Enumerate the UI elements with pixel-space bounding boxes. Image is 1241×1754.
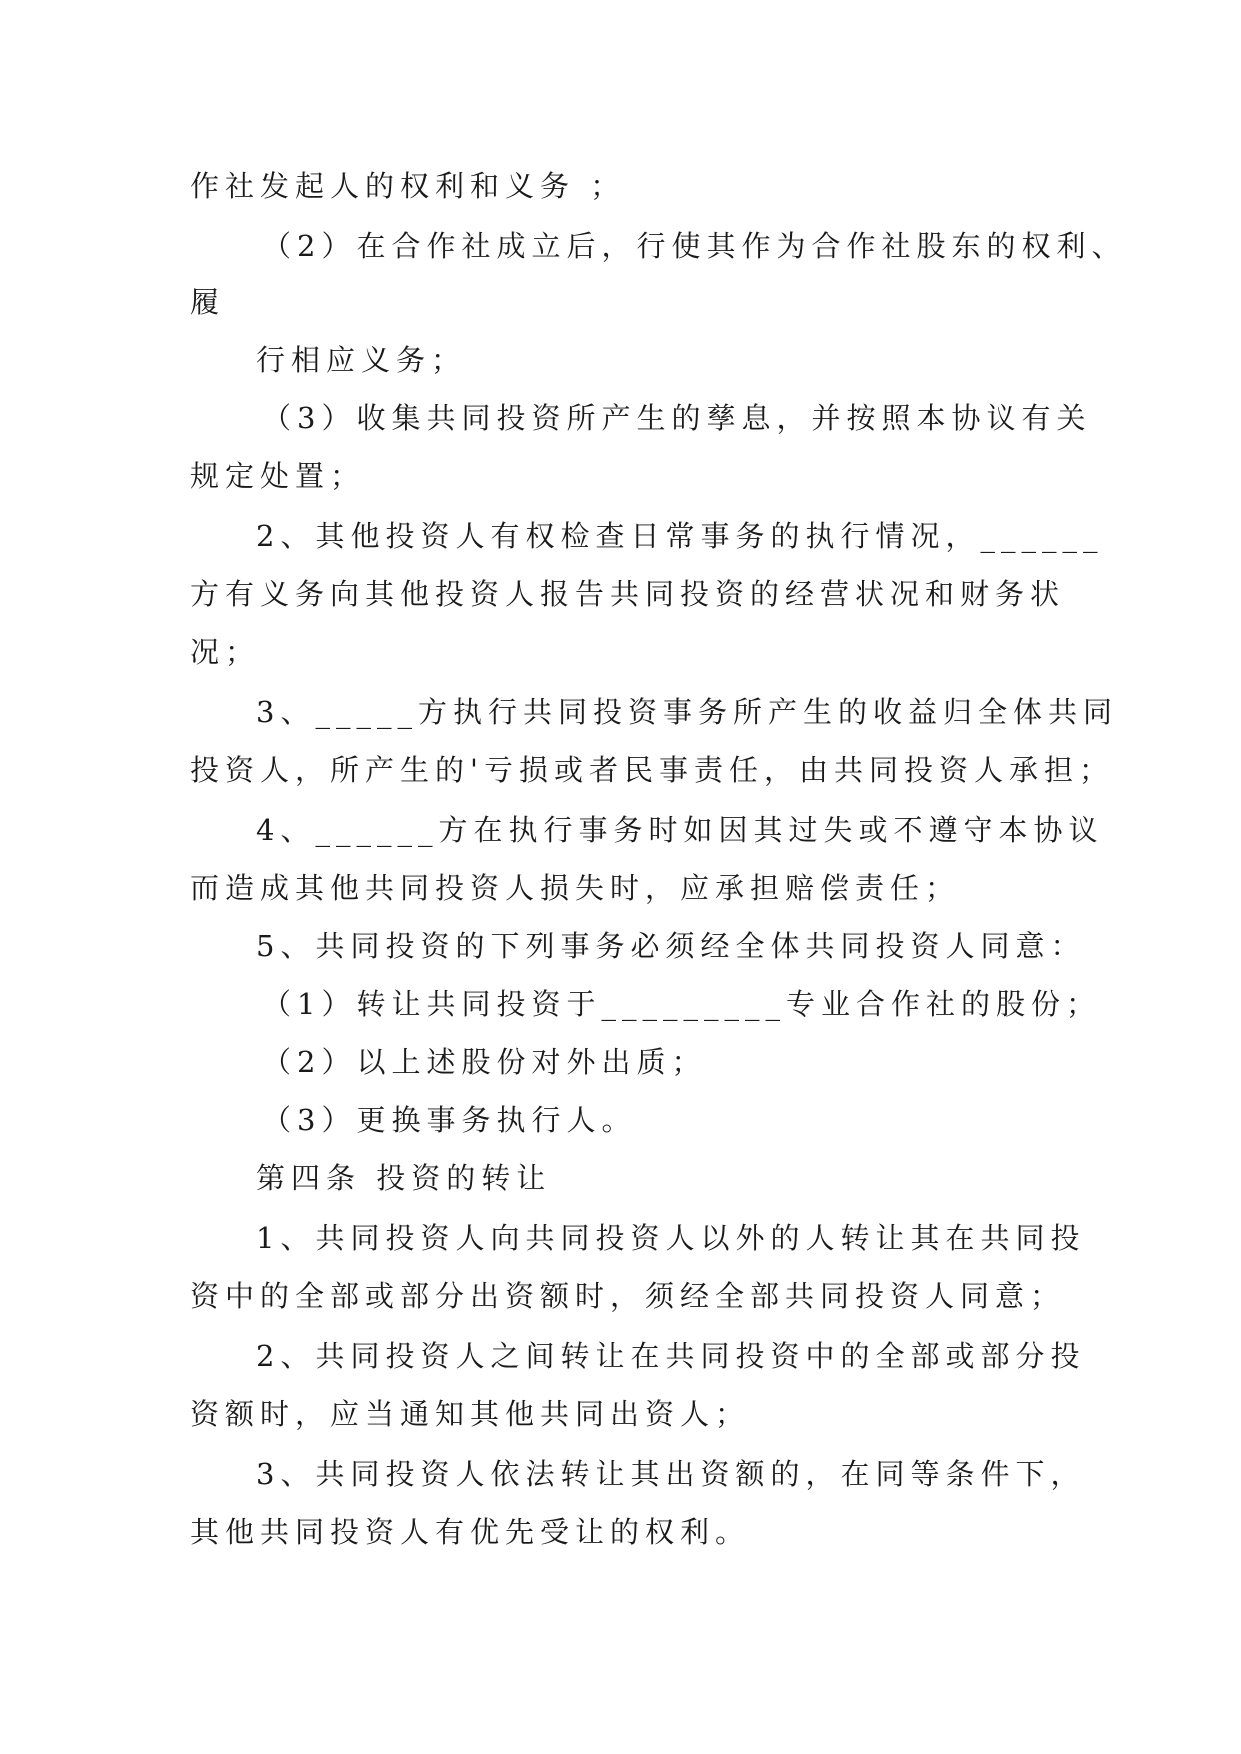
text-line: （3）收集共同投资所产生的孳息，并按照本协议有关 (262, 401, 1092, 435)
text-line: 行相应义务； (256, 343, 467, 377)
text-line: （3）更换事务执行人。 (262, 1103, 637, 1137)
text-line: 1、共同投资人向共同投资人以外的人转让其在共同投 (256, 1221, 1086, 1255)
text-line: 规定处置； (190, 459, 366, 493)
text-line: 况； (190, 635, 261, 669)
text-line: 5、共同投资的下列事务必须经全体共同投资人同意： (256, 929, 1086, 963)
text-line: （1）转让共同投资于_________专业合作社的股份； (262, 987, 1101, 1021)
text-line: 投资人，所产生的'亏损或者民事责任，由共同投资人承担； (190, 753, 1114, 787)
article-heading: 第四条 投资的转让 (256, 1161, 552, 1195)
text-line: 资额时，应当通知其他共同出资人； (190, 1397, 751, 1431)
text-line: 2、共同投资人之间转让在共同投资中的全部或部分投 (256, 1339, 1086, 1373)
text-line: 方有义务向其他投资人报告共同投资的经营状况和财务状 (190, 577, 1066, 611)
text-line: 资中的全部或部分出资额时，须经全部共同投资人同意； (190, 1279, 1066, 1313)
text-line: （2）以上述股份对外出质； (262, 1045, 707, 1079)
text-line: 3、_____方执行共同投资事务所产生的收益归全体共同 (256, 695, 1118, 729)
text-line: 作社发起人的权利和义务 ； (190, 169, 626, 203)
text-line: 3、共同投资人依法转让其出资额的，在同等条件下， (256, 1457, 1086, 1491)
text-line: 4、______方在执行事务时如因其过失或不遵守本协议 (256, 813, 1104, 847)
text-line: 2、其他投资人有权检查日常事务的执行情况，______ (256, 519, 1104, 553)
text-line: 履 (190, 285, 226, 319)
text-line: （2）在合作社成立后，行使其作为合作社股东的权利、 (262, 229, 1127, 263)
text-line: 其他共同投资人有优先受让的权利。 (190, 1515, 751, 1549)
text-line: 而造成其他共同投资人损失时，应承担赔偿责任； (190, 871, 961, 905)
